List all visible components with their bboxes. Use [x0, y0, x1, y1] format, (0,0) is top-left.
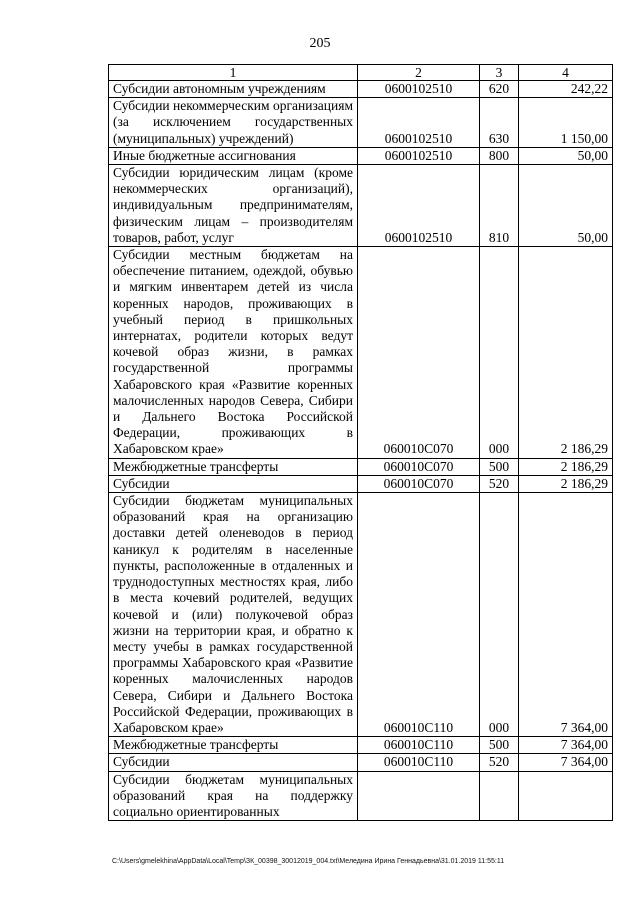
row-sum: 2 186,29: [519, 458, 613, 475]
column-header-sum: 4: [519, 65, 613, 81]
row-sum: 1 150,00: [519, 98, 613, 148]
row-type: 520: [480, 475, 519, 492]
row-sum: 2 186,29: [519, 475, 613, 492]
row-code: 0600102510: [358, 165, 480, 247]
row-name: Субсидии бюджетам муниципальных образований края на организацию доставки детей оленеводов в период каникул к родителям в населенные пункты, расположенные в отдаленных и труднодоступных местностях края, либо в места кочевий родителей, ведущих кочевой и (или) полукочевой образ жизни на территории края, и обратно к месту учебы в рамках государственной программы Хабаровского края «Развитие коренных малочисленных народов Севера, Сибири и Дальнего Востока Российской Федерации, проживающих в Хабаровском крае»: [109, 493, 358, 737]
row-code: 060010С070: [358, 458, 480, 475]
table-row: [109, 475, 613, 492]
row-name: Субсидии юридическим лицам (кроме некоммерческих организаций), индивидуальным предпринимателям, физическим лицам – производителям товаров, работ, услуг: [109, 165, 358, 247]
budget-table: [108, 64, 613, 821]
row-name: Субсидии автономным учреждениям: [109, 81, 358, 98]
table-row: [109, 81, 613, 98]
row-type: 500: [480, 458, 519, 475]
row-name: Субсидии местным бюджетам на обеспечение питанием, одеждой, обувью и мягким инвентарем детей из числа коренных народов, проживающих в учебный период в пришкольных интернатах, родители которых ведут кочевой образ жизни, в рамках государственной программы Хабаровского края «Развитие коренных малочисленных народов Севера, Сибири и Дальнего Востока Российской Федерации, проживающих в Хабаровском крае»: [109, 247, 358, 459]
row-type: 620: [480, 81, 519, 98]
row-sum: [519, 771, 613, 821]
row-code: 0600102510: [358, 81, 480, 98]
row-type: 810: [480, 165, 519, 247]
row-type: 000: [480, 247, 519, 459]
row-code: 0600102510: [358, 147, 480, 164]
row-type: 520: [480, 754, 519, 771]
row-name: Субсидии некоммерческим организациям (за исключением государственных (муниципальных) учреждений): [109, 98, 358, 148]
row-sum: 242,22: [519, 81, 613, 98]
table-row: [109, 98, 613, 148]
row-code: 060010С070: [358, 247, 480, 459]
row-name: Межбюджетные трансферты: [109, 458, 358, 475]
row-type: 800: [480, 147, 519, 164]
column-header-code: 2: [358, 65, 480, 81]
row-code: 060010С110: [358, 493, 480, 737]
table-row: [109, 165, 613, 247]
table-row: [109, 493, 613, 737]
table-row: [109, 737, 613, 754]
row-name: Субсидии: [109, 475, 358, 492]
row-code: 060010С110: [358, 754, 480, 771]
row-type: 000: [480, 493, 519, 737]
row-sum: 50,00: [519, 147, 613, 164]
table-row: [109, 771, 613, 821]
row-name: Межбюджетные трансферты: [109, 737, 358, 754]
row-type: 630: [480, 98, 519, 148]
row-name: Субсидии: [109, 754, 358, 771]
row-code: [358, 771, 480, 821]
row-code: 0600102510: [358, 98, 480, 148]
column-header-name: 1: [109, 65, 358, 81]
file-path-footer: C:\Users\gmelekhina\AppData\Local\Temp\ЗК_00398_30012019_004.txt\Меледина Ирина Геннадьевна\31.01.2019 11:55:11: [112, 858, 505, 865]
row-name: Субсидии бюджетам муниципальных образований края на поддержку социально ориентированных: [109, 771, 358, 821]
row-name: Иные бюджетные ассигнования: [109, 147, 358, 164]
row-sum: 7 364,00: [519, 493, 613, 737]
row-sum: 2 186,29: [519, 247, 613, 459]
table-header-row: [109, 65, 613, 81]
row-code: 060010С110: [358, 737, 480, 754]
table-row: [109, 754, 613, 771]
page-number: 205: [309, 36, 331, 51]
row-type: 500: [480, 737, 519, 754]
row-sum: 7 364,00: [519, 737, 613, 754]
row-code: 060010С070: [358, 475, 480, 492]
table-row: [109, 247, 613, 459]
row-sum: 50,00: [519, 165, 613, 247]
row-sum: 7 364,00: [519, 754, 613, 771]
table-row: [109, 458, 613, 475]
column-header-type: 3: [480, 65, 519, 81]
row-type: [480, 771, 519, 821]
table-row: [109, 147, 613, 164]
